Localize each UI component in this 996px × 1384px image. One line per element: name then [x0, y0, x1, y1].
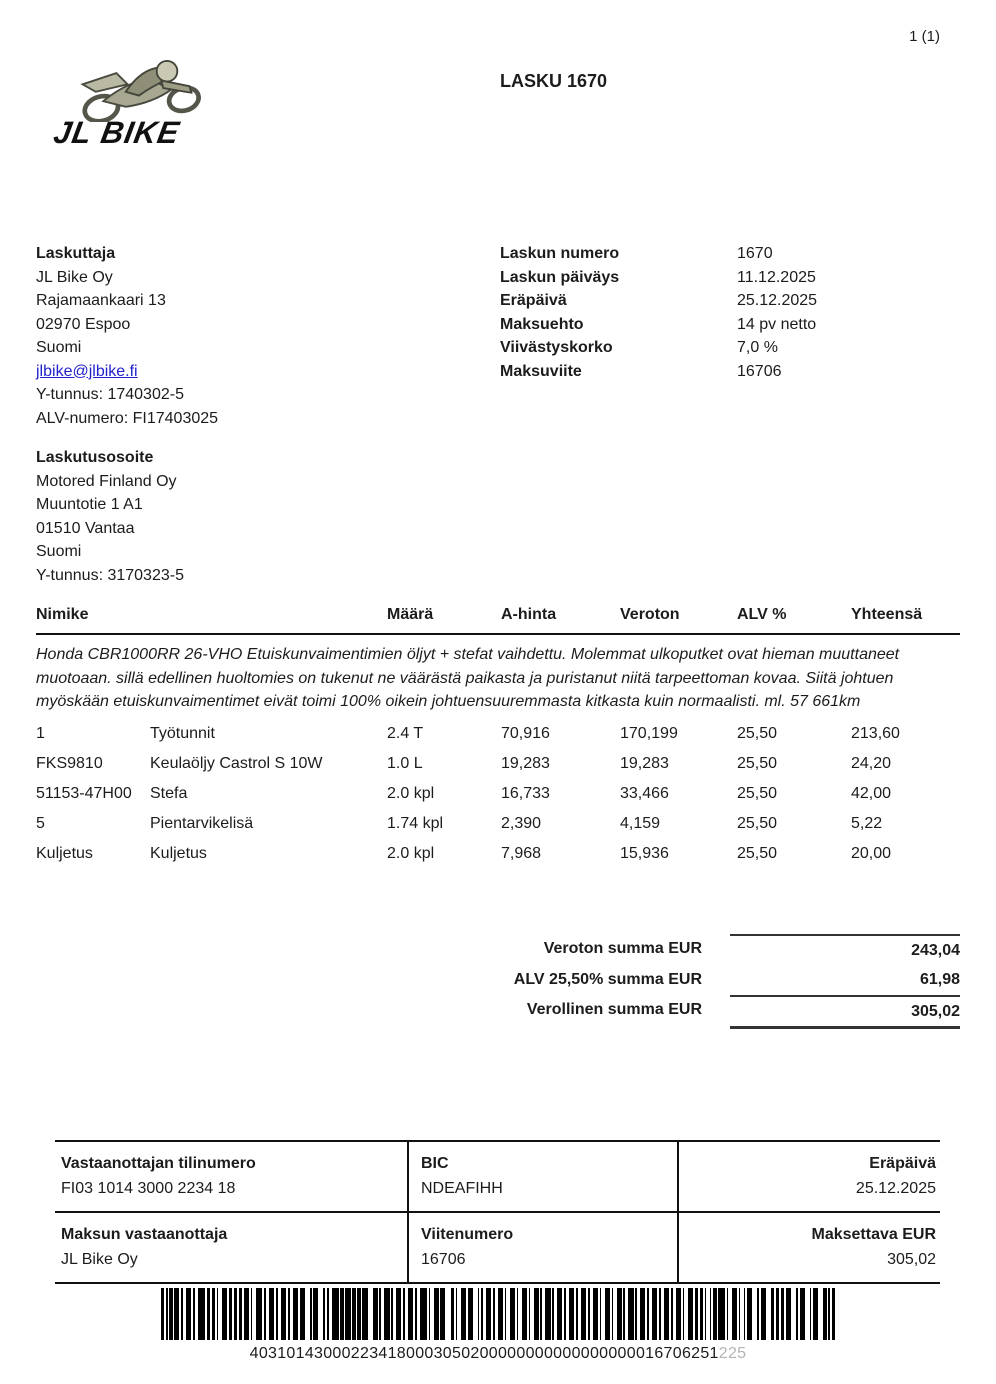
- bank-barcode-number: [0, 1345, 996, 1363]
- barcode-bar: [420, 1288, 427, 1340]
- item-code: 51153-47H00: [36, 785, 132, 803]
- billing-address-heading: Laskutusosoite: [36, 449, 154, 466]
- totals-label: ALV 25,50% summa EUR: [513, 971, 702, 988]
- biller-country: Suomi: [36, 339, 82, 356]
- items-column-header: Yhteensä: [851, 604, 960, 635]
- payment-cell-value: JL Bike Oy: [61, 1251, 138, 1268]
- item-vat: 25,50: [737, 845, 778, 863]
- item-vat: 25,50: [737, 725, 778, 743]
- payment-cell-label: Viitenumero: [421, 1226, 514, 1243]
- meta-label: Laskun numero: [500, 245, 620, 262]
- payment-cell-value: NDEAFIHH: [421, 1180, 503, 1197]
- item-qty: 2.4 T: [387, 725, 424, 743]
- biller-name: JL Bike Oy: [36, 268, 113, 286]
- totals-row: [514, 934, 960, 965]
- recipient-name: Motored Finland Oy: [36, 472, 177, 490]
- item-unit-price: 7,968: [501, 845, 542, 863]
- barcode-bar: [832, 1288, 835, 1340]
- biller-business-id: Y-tunnus: 1740302-5: [36, 386, 184, 403]
- items-column-header: A-hinta: [501, 604, 620, 635]
- item-name: Kuljetus: [150, 845, 207, 863]
- totals-value: 305,02: [730, 995, 960, 1029]
- item-net: 4,159: [620, 815, 661, 833]
- recipient-street: Muuntotie 1 A1: [36, 496, 143, 513]
- billing-address-block: [36, 446, 184, 587]
- biller-heading: Laskuttaja: [36, 245, 116, 262]
- totals-value: 61,98: [919, 971, 960, 988]
- payment-details-box: [55, 1140, 940, 1284]
- item-unit-price: 2,390: [501, 815, 542, 833]
- meta-label: Laskun päiväys: [500, 268, 620, 286]
- item-code: 1: [36, 725, 45, 743]
- recipient-business-id: Y-tunnus: 3170323-5: [36, 566, 184, 584]
- payment-cell: [407, 1213, 677, 1282]
- items-column-header: Veroton: [620, 604, 737, 635]
- barcode-bar: [332, 1288, 339, 1340]
- invoice-meta-row: [500, 289, 817, 313]
- payment-cell-value: 16706: [421, 1251, 466, 1268]
- item-code: FKS9810: [36, 755, 103, 773]
- bank-barcode: [0, 1288, 996, 1340]
- biller-street: Rajamaankaari 13: [36, 292, 166, 309]
- item-qty: 1.74 kpl: [387, 815, 444, 833]
- meta-value: 7,0 %: [737, 339, 778, 356]
- item-unit-price: 16,733: [501, 785, 550, 803]
- items-column-header: Määrä: [387, 604, 501, 635]
- payment-cell-value: 305,02: [887, 1251, 936, 1268]
- payment-cell-label: Eräpäivä: [869, 1155, 936, 1172]
- barcode-number-main: 403101430002234180003050200000000000000000016706251: [249, 1345, 719, 1362]
- meta-label: Eräpäivä: [500, 292, 567, 309]
- biller-block: [36, 242, 218, 430]
- invoice-meta-row: [500, 266, 817, 290]
- biller-email-link[interactable]: jlbike@jlbike.fi: [36, 362, 138, 380]
- items-column-header: [150, 604, 387, 635]
- barcode-bar: [256, 1288, 263, 1340]
- meta-value: 25.12.2025: [737, 292, 818, 309]
- payment-cell-value: FI03 1014 3000 2234 18: [61, 1180, 236, 1197]
- payment-cell-label: BIC: [421, 1155, 449, 1172]
- meta-value: 11.12.2025: [737, 268, 816, 286]
- invoice-meta: [500, 242, 817, 383]
- item-code: Kuljetus: [36, 845, 93, 863]
- payment-cell-label: Maksun vastaanottaja: [61, 1226, 228, 1243]
- payment-cell-label: Maksettava EUR: [811, 1226, 936, 1243]
- logo-text: JL BIKE: [51, 115, 183, 150]
- item-total: 5,22: [851, 815, 883, 833]
- invoice-meta-row: [500, 336, 817, 360]
- item-name: Työtunnit: [150, 725, 215, 743]
- totals-label: Verollinen summa EUR: [526, 1001, 702, 1018]
- invoice-meta-row: [500, 313, 817, 337]
- item-net: 170,199: [620, 725, 678, 743]
- item-qty: 1.0 L: [387, 755, 423, 773]
- totals-label: Veroton summa EUR: [543, 940, 702, 957]
- invoice-meta-row: [500, 242, 817, 266]
- meta-label: Maksuehto: [500, 315, 584, 333]
- recipient-city: 01510 Vantaa: [36, 519, 135, 537]
- items-column-header: ALV %: [737, 604, 851, 635]
- work-description: Honda CBR1000RR 26-VHO Etuiskunvaimentimien öljyt + stefat vaihdettu. Molemmat ulkoputket ovat hieman muuttaneet muotoaan. sillä edellinen huoltomies on tukenut ne väärästä paikasta ja puristanut niitä tarpeettoman kovaa. Siitä johtuen myöskään etuiskunvaimentimet eivät toimi 100% oikein johtuensuuremmasta kitkasta kuin normaalisti. ml. 57 661km: [36, 646, 900, 711]
- recipient-country: Suomi: [36, 543, 82, 560]
- payment-cell: [55, 1142, 407, 1213]
- items-table-body: [36, 719, 960, 869]
- item-total: 24,20: [851, 755, 892, 773]
- payment-cell: [677, 1213, 940, 1282]
- meta-value: 14 pv netto: [737, 315, 817, 333]
- barcode-bar: [718, 1288, 725, 1340]
- items-table: [36, 604, 960, 869]
- item-net: 19,283: [620, 755, 669, 773]
- barcode-bar: [198, 1288, 205, 1340]
- payment-cell: [677, 1142, 940, 1213]
- items-column-header: Nimike: [36, 604, 150, 635]
- invoice-meta-row: [500, 360, 817, 384]
- totals-row: [514, 965, 960, 995]
- payment-cell: [55, 1213, 407, 1282]
- item-name: Keulaöljy Castrol S 10W: [150, 755, 323, 773]
- meta-label: Viivästyskorko: [500, 339, 613, 356]
- totals-row: [514, 995, 960, 1029]
- items-table-header: [36, 604, 960, 635]
- item-net: 33,466: [620, 785, 669, 803]
- item-total: 20,00: [851, 845, 892, 863]
- biller-vat-number: ALV-numero: FI17403025: [36, 409, 219, 427]
- item-unit-price: 19,283: [501, 755, 550, 773]
- item-qty: 2.0 kpl: [387, 845, 435, 863]
- meta-label: Maksuviite: [500, 362, 582, 380]
- payment-cell-label: Vastaanottajan tilinumero: [61, 1155, 256, 1172]
- motorcycle-rider-icon: [62, 56, 212, 122]
- totals-block: [514, 934, 960, 1029]
- item-total: 213,60: [851, 725, 900, 743]
- item-net: 15,936: [620, 845, 669, 863]
- meta-value: 1670: [737, 245, 773, 262]
- payment-cell-value: 25.12.2025: [855, 1180, 936, 1197]
- invoice-title: LASKU 1670: [500, 71, 608, 91]
- payment-cell: [407, 1142, 677, 1213]
- item-qty: 2.0 kpl: [387, 785, 435, 803]
- item-vat: 25,50: [737, 785, 778, 803]
- totals-value: 243,04: [730, 934, 960, 965]
- meta-value: 16706: [737, 362, 782, 380]
- barcode-number-faded: 225: [718, 1345, 747, 1362]
- item-name: Stefa: [150, 785, 188, 803]
- biller-city: 02970 Espoo: [36, 315, 131, 333]
- item-vat: 25,50: [737, 815, 778, 833]
- page-number: 1 (1): [909, 28, 940, 45]
- item-code: 5: [36, 815, 45, 833]
- item-name: Pientarvikelisä: [150, 815, 254, 833]
- item-total: 42,00: [851, 785, 892, 803]
- item-vat: 25,50: [737, 755, 778, 773]
- item-unit-price: 70,916: [501, 725, 550, 743]
- company-logo: [51, 56, 224, 151]
